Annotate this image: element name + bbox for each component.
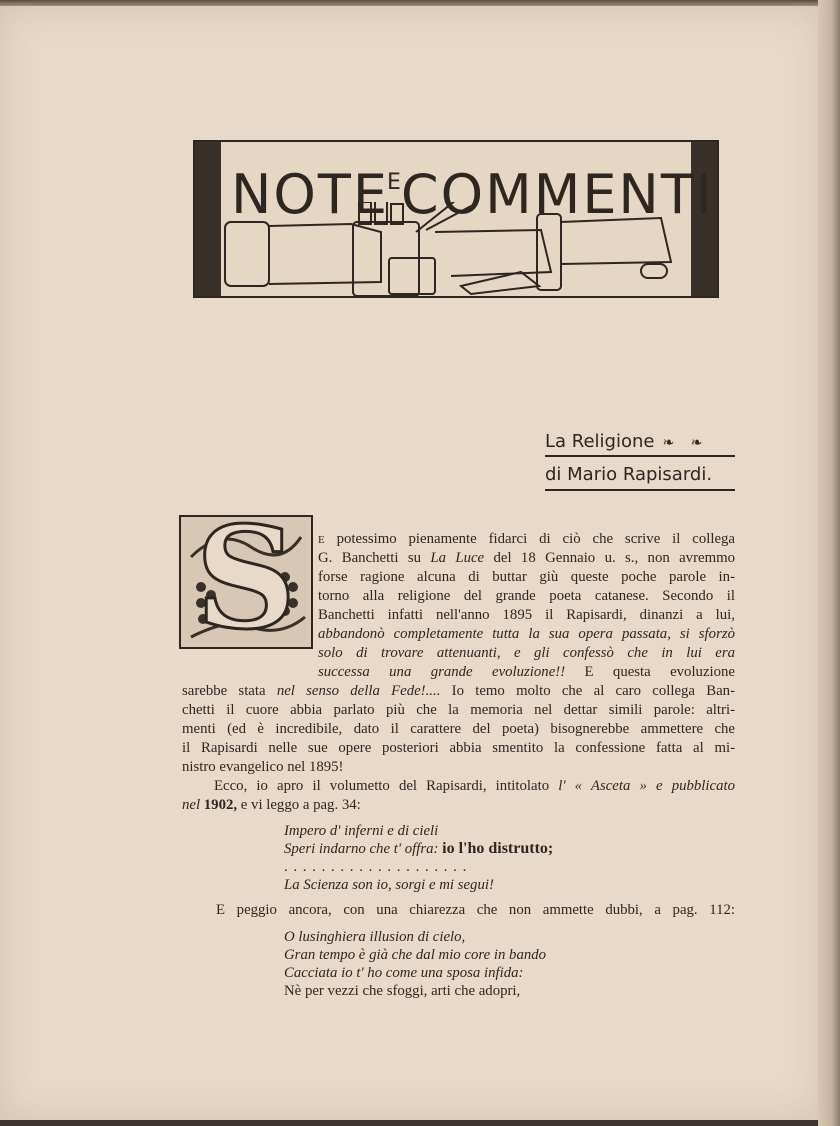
poem-line: O lusinghiera illusion di cielo, bbox=[284, 929, 466, 945]
text-line: abbandonò completamente tutta la sua opera passata, si sforzò bbox=[318, 626, 735, 642]
poem-line: Nè per vezzi che sfoggi, arti che adopri, bbox=[284, 983, 521, 999]
text-line: sarebbe stata nel senso della Fede!.... Io temo molto che al caro collega Ban- bbox=[182, 683, 735, 699]
text-line: menti (ed è incredibile, dato il carattere del poeta) bisognerebbe ammettere che bbox=[182, 721, 735, 737]
text-line: nel 1902, e vi leggo a pag. 34: bbox=[182, 797, 361, 813]
article-title-line-2: di Mario Rapisardi. bbox=[545, 464, 735, 491]
text-line: Ecco, io apro il volumetto del Rapisardi, intitolato l' « Asceta » e pubblicato bbox=[214, 778, 735, 794]
text-line: E potessimo pienamente fidarci di ciò che scrive il collega bbox=[318, 531, 735, 547]
banner-left-ornament bbox=[195, 142, 221, 296]
poem-line: La Scienza son io, sorgi e mi segui! bbox=[284, 877, 494, 893]
poem-line: Speri indarno che t' offra: io l'ho distrutto; bbox=[284, 840, 554, 857]
decorated-initial bbox=[179, 497, 313, 661]
text-line: Banchetti infatti nell'anno 1895 il Rapisardi, dinanzi a lui, bbox=[318, 607, 735, 623]
text-line: solo di trovare attenuanti, e gli confessò che in lui era bbox=[318, 645, 735, 661]
article-title-line-1: La Religione ❧ ❧ bbox=[545, 431, 735, 457]
poem-line: Cacciata io t' ho come una sposa infida: bbox=[284, 965, 524, 981]
poem-line: Gran tempo è già che dal mio core in bando bbox=[284, 947, 547, 963]
text-line: G. Banchetti su La Luce del 18 Gennaio u. s., non avremmo bbox=[318, 550, 735, 566]
text-line: torno alla religione del grande poeta catanese. Secondo il bbox=[318, 588, 735, 604]
text-line: il Rapisardi nelle sue opere posteriori abbia smentito la confessione fatta al mi- bbox=[182, 740, 735, 756]
text-line: nistro evangelico nel 1895! bbox=[182, 759, 344, 775]
book-page bbox=[0, 6, 822, 1120]
scroll-and-inkpot-illustration bbox=[221, 202, 691, 296]
initial-letter: S bbox=[195, 497, 297, 661]
text-line: forse ragione alcuna di buttar giù queste poche parole in- bbox=[318, 569, 735, 585]
note-e-commenti-banner bbox=[193, 140, 719, 298]
poem-line: Impero d' inferni e di cieli bbox=[284, 823, 439, 839]
text-line: chetti il cuore abbia parlato più che la memoria nel dettar simili parole: altri- bbox=[182, 702, 735, 718]
ellipsis-line: . . . . . . . . . . . . . . . . . . . . bbox=[284, 859, 468, 875]
fleuron-ornament: ❧ ❧ bbox=[662, 435, 709, 451]
text-line: E peggio ancora, con una chiarezza che non ammette dubbi, a pag. 112: bbox=[216, 902, 735, 918]
text-line: successa una grande evoluzione!! E questa evoluzione bbox=[318, 664, 736, 680]
banner-title: $NOTE^ECOMMENTI$ bbox=[231, 163, 714, 226]
page-right-edge bbox=[818, 0, 840, 1126]
